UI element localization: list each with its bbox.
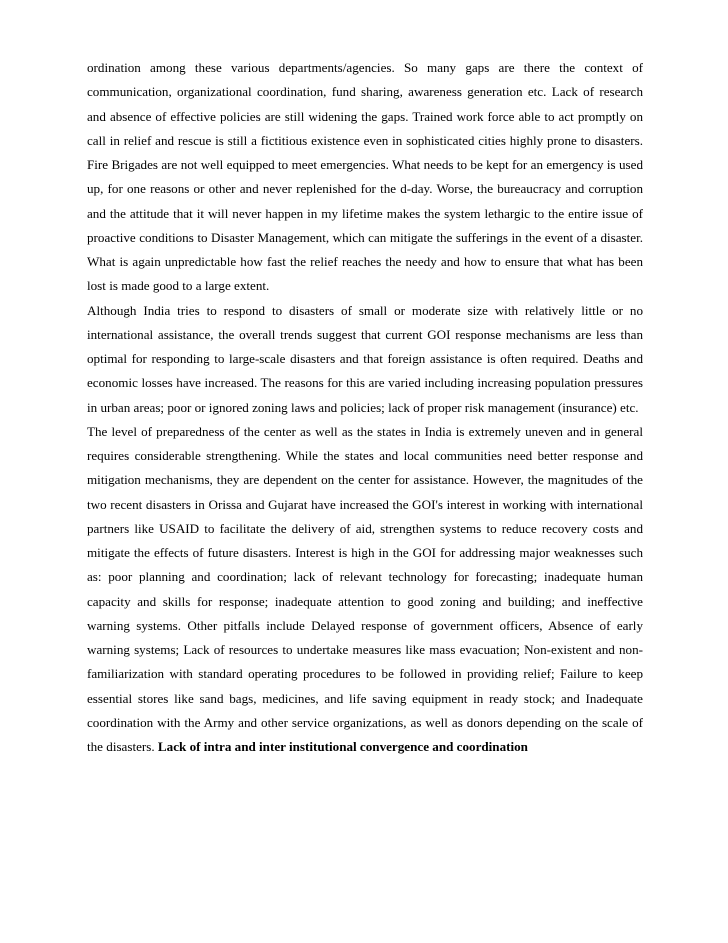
section-heading-convergence: Lack of intra and inter institutional convergence and coordination — [157, 739, 528, 754]
paragraph-preparedness-text: The level of preparedness of the center as well as the states in India is extremely uneven and in general requires considerable strengthening. While the states and local communities need better response and mitigation mechanisms, they are dependent on the center for assistance. However, the magnitudes of the two recent disasters in Orissa and Gujarat have increased the GOI's interest in working with international partners like USAID to facilitate the delivery of aid, strengthen systems to reduce recovery costs and mitigate the effects of future disasters. Interest is high in the GOI for addressing major weaknesses such as: poor planning and coordination; lack of relevant technology for forecasting; inadequate human capacity and skills for response; inadequate attention to good zoning and building; and ineffective warning systems. Other pitfalls include Delayed response of government officers, Absence of early warning systems; Lack of resources to undertake measures like mass evacuation; Non-existent and non-familiarization with standard operating procedures to be followed in providing relief; Failure to keep essential stores like sand bags, medicines, and life saving equipment in ready stock; and Inadequate coordination with the Army and other service organizations, as well as donors depending on the scale of the disasters. — [87, 423, 643, 754]
document-page — [87, 56, 643, 759]
paragraph-coordination-gaps: ordination among these various departments/agencies. So many gaps are there the context of communication, organizational coordination, fund sharing, awareness generation etc. Lack of research and absence of effective policies are still widening the gaps. Trained work force able to act promptly on call in relief and rescue is still a fictitious existence even in sophisticated cities highly prone to disasters. Fire Brigades are not well equipped to meet emergencies. What needs to be kept for an emergency is used up, for one reasons or other and never replenished for the d-day. Worse, the bureaucracy and corruption and the attitude that it will never happen in my lifetime makes the system lethargic to the entire issue of proactive conditions to Disaster Management, which can mitigate the sufferings in the event of a disaster. What is again unpredictable how fast the relief reaches the needy and how to ensure that what has been lost is made good to a large extent. — [87, 60, 643, 294]
paragraph-preparedness — [87, 420, 643, 760]
paragraph-india-response: Although India tries to respond to disasters of small or moderate size with relatively little or no international assistance, the overall trends suggest that current GOI response mechanisms are less than optimal for responding to large-scale disasters and that foreign assistance is often required. Deaths and economic losses have increased. The reasons for this are varied including increasing population pressures in urban areas; poor or ignored zoning laws and policies; lack of proper risk management (insurance) etc. — [87, 302, 643, 415]
